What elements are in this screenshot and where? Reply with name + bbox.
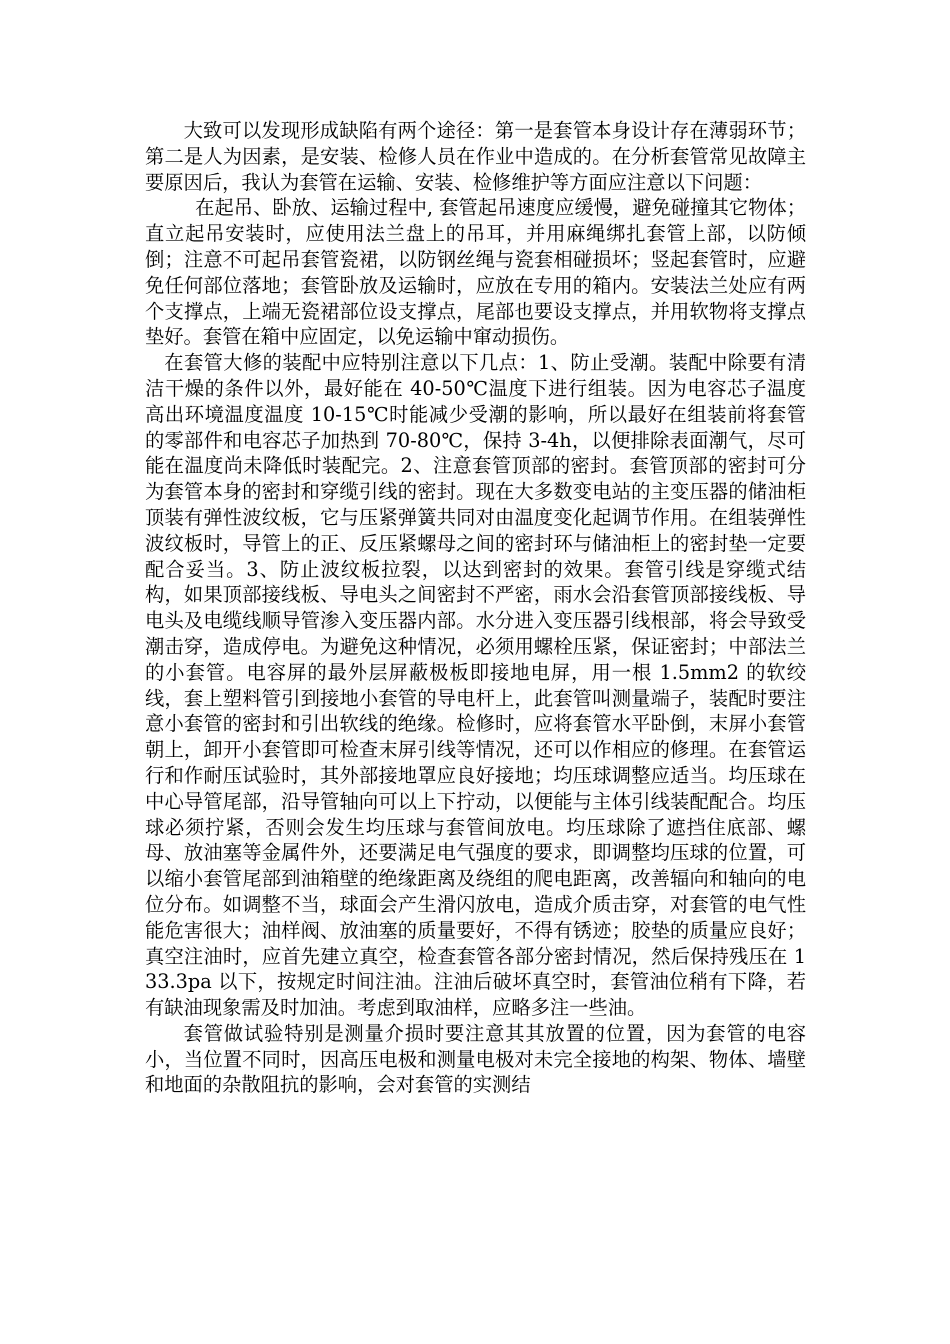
- document-body: [145, 118, 806, 1098]
- paragraph-defect-causes: 大致可以发现形成缺陷有两个途径：第一是套管本身设计存在薄弱环节；第二是人为因素，是安装、检修人员在作业中造成的。在分析套管常见故障主要原因后，我认为套管在运输、安装、检修维护等方面应注意以下问题：: [145, 119, 806, 194]
- paragraph-lifting-transport: 在起吊、卧放、运输过程中, 套管起吊速度应缓慢，避免碰撞其它物体；直立起吊安装时，应使用法兰盘上的吊耳，并用麻绳绑扎套管上部，以防倾倒；注意不可起吊套管瓷裙，以防钢丝绳与瓷套相碰损坏；竖起套管时，应避免任何部位落地；套管卧放及运输时，应放在专用的箱内。安装法兰处应有两个支撑点，上端无瓷裙部位设支撑点，尾部也要设支撑点，并用软物将支撑点垫好。套管在箱中应固定，以免运输中窜动损伤。: [145, 196, 806, 349]
- paragraph-overhaul-assembly: 在套管大修的装配中应特别注意以下几点：1、防止受潮。装配中除要有清洁干燥的条件以外，最好能在 40-50℃温度下进行组装。因为电容芯子温度高出环境温度温度 10-15℃时能减少受潮的影响，所以最好在组装前将套管的零部件和电容芯子加热到 70-80℃，保持 3-4h，以便排除表面潮气，尽可能在温度尚未降低时装配完。2、注意套管顶部的密封。套管顶部的密封可分为套管本身的密封和穿缆引线的密封。现在大多数变电站的主变压器的储油柜顶装有弹性波纹板，它与压紧弹簧共同对由温度变化起调节作用。在组装弹性波纹板时，导管上的正、反压紧螺母之间的密封环与储油柜上的密封垫一定要配合妥当。3、防止波纹板拉裂，以达到密封的效果。套管引线是穿缆式结构，如果顶部接线板、导电头之间密封不严密，雨水会沿套管顶部接线板、导电头及电缆线顺导管渗入变压器内部。水分进入变压器引线根部，将会导致受潮击穿，造成停电。为避免这种情况，必须用螺栓压紧，保证密封；中部法兰的小套管。电容屏的最外层屏蔽极板即接地电屏，用一根 1.5mm2 的软绞线，套上塑料管引到接地小套管的导电杆上，此套管叫测量端子，装配时要注意小套管的密封和引出软线的绝缘。检修时，应将套管水平卧倒，末屏小套管朝上，卸开小套管即可检查末屏引线等情况，还可以作相应的修理。在套管运行和作耐压试验时，其外部接地罩应良好接地；均压球调整应适当。均压球在中心导管尾部，沿导管轴向可以上下拧动，以便能与主体引线装配配合。均压球必须拧紧，否则会发生均压球与套管间放电。均压球除了遮挡住底部、螺母、放油塞等金属件外，还要满足电气强度的要求，即调整均压球的位置，可以缩小套管尾部到油箱壁的绝缘距离及绕组的爬电距离，改善辐向和轴向的电位分布。如调整不当，球面会产生滑闪放电，造成介质击穿，对套管的电气性能危害很大；油样阀、放油塞的质量要好，不得有锈迹；胶垫的质量应良好；真空注油时，应首先建立真空，检查套管各部分密封情况，然后保持残压在 133.3pa 以下，按规定时间注油。注油后破坏真空时，套管油位稍有下降，若有缺油现象需及时加油。考虑到取油样，应略多注一些油。: [145, 351, 806, 1020]
- paragraph-testing-position: 套管做试验特别是测量介损时要注意其其放置的位置，因为套管的电容小，当位置不同时，因高压电极和测量电极对未完全接地的构架、物体、墙壁和地面的杂散阻抗的影响，会对套管的实测结: [145, 1021, 806, 1097]
